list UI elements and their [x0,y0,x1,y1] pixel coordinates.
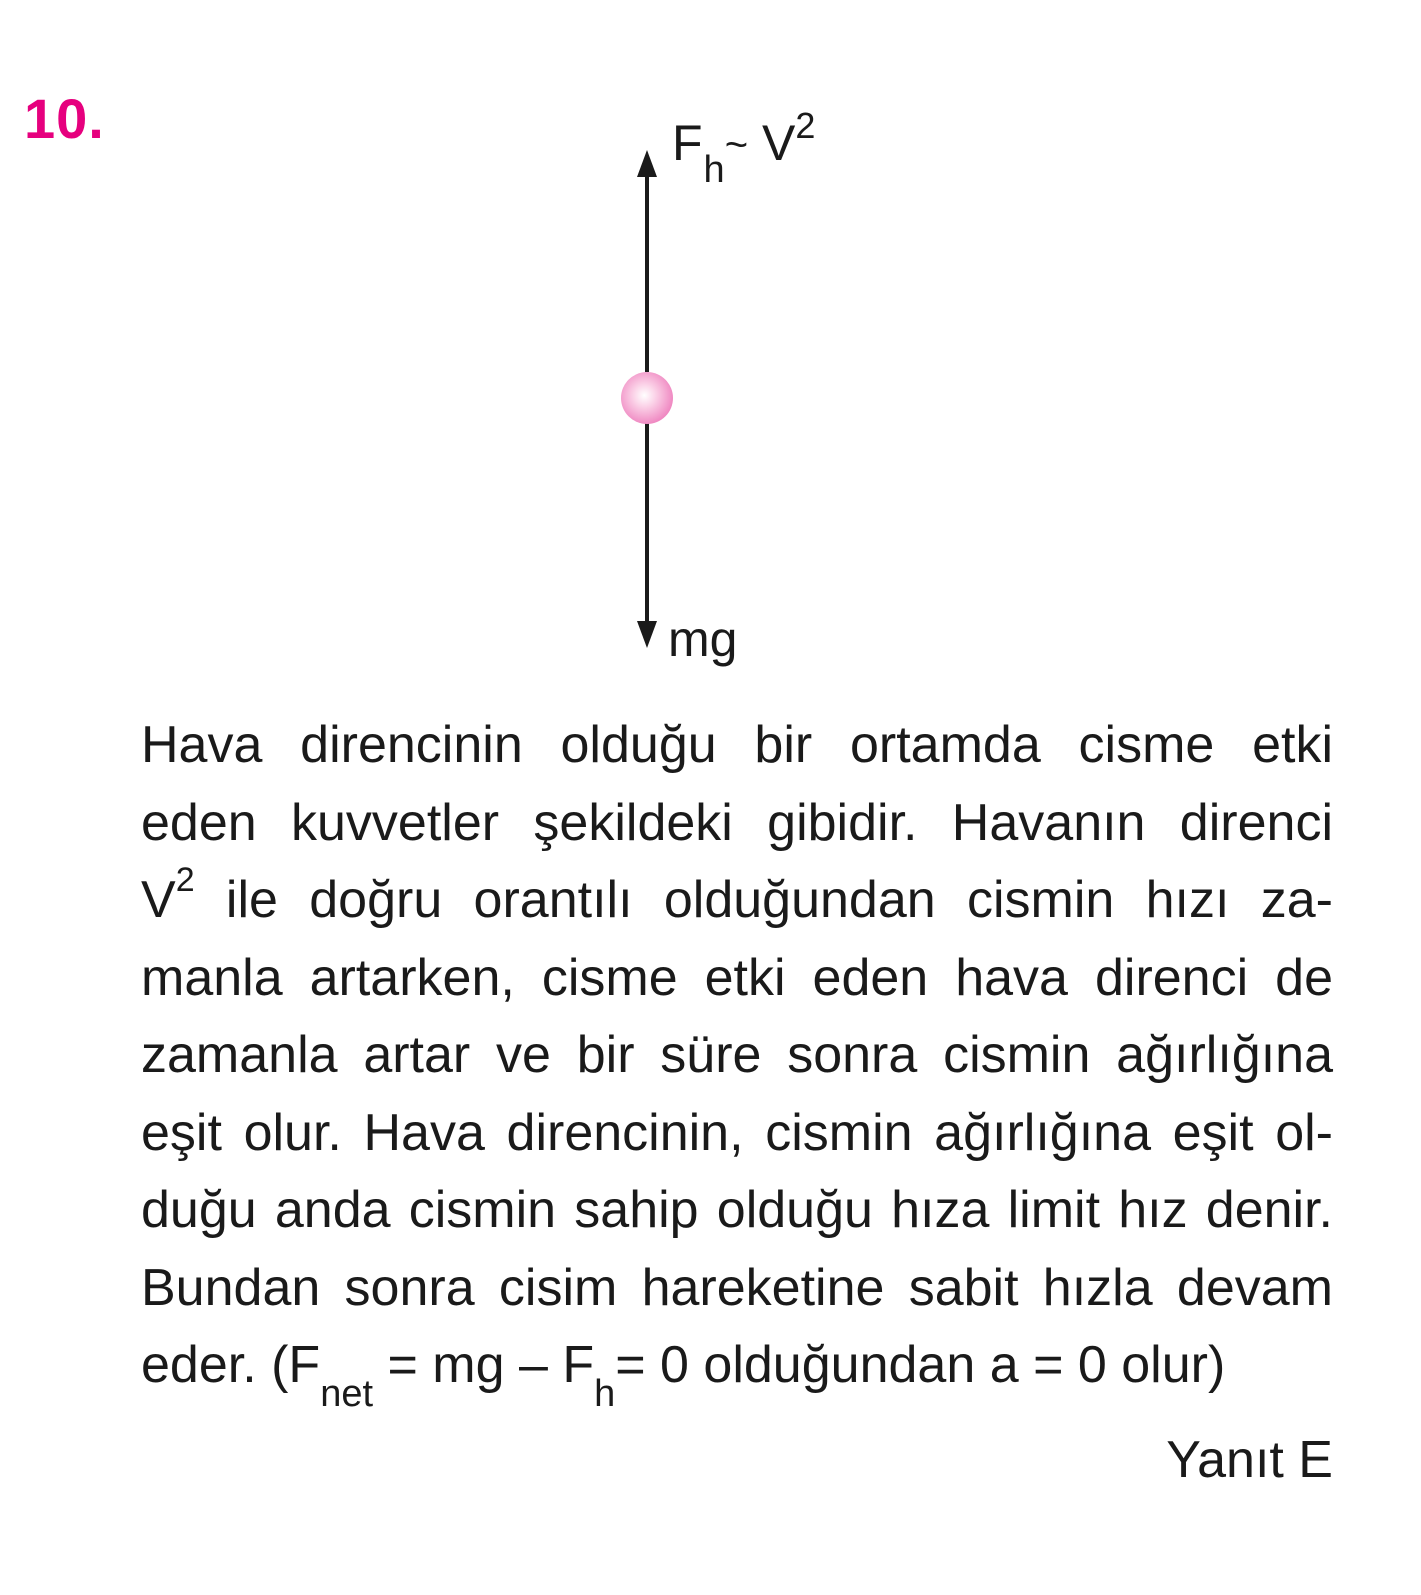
velocity-exponent-inline: 2 [175,861,195,899]
solution-line-2: eden kuvvetler şekildeki gibidir. Havanın direnci [141,793,1333,852]
equation-part-a: eder. (F [141,1336,321,1394]
force-subscript: h [703,149,725,191]
solution-line-9 [141,1327,1333,1415]
weight-force-label: mg [668,611,738,667]
solution-line-3-text: ile doğru orantılı olduğundan cismin hızı za- [225,871,1333,929]
proportional-symbol: ~ [724,123,749,167]
equation-part-b: = mg – F [373,1336,595,1394]
solution-line-1: Hava direncinin olduğu bir ortamda cisme etki [141,716,1333,774]
velocity-variable: V [141,871,176,929]
upward-force-label [672,105,816,191]
question-number: 10. [24,87,105,150]
force-diagram [0,0,1421,700]
h-subscript: h [594,1373,616,1415]
answer-label: Yanıt E [1166,1431,1333,1489]
velocity-exponent: 2 [795,105,816,146]
solution-text [141,707,1333,1415]
velocity-symbol: V [761,115,796,171]
solution-line-8: Bundan sonra cisim hareketine sabit hızla devam [141,1258,1333,1317]
net-subscript: net [320,1373,374,1415]
downward-arrow-head [637,621,657,648]
solution-line-4: manla artarken, cisme etki eden hava direnci de [141,948,1333,1007]
falling-object-ball [621,372,673,424]
solution-line-5: zamanla artar ve bir süre sonra cismin ağırlığına [141,1026,1333,1084]
solution-line-6: eşit olur. Hava direncinin, cismin ağırlığına eşit ol- [141,1103,1333,1162]
force-symbol: F [672,115,703,171]
solution-line-3 [141,862,1333,940]
upward-arrow-head [637,150,657,177]
equation-part-c: = 0 olduğundan a = 0 olur) [615,1336,1226,1394]
solution-line-7: duğu anda cismin sahip olduğu hıza limit hız denir. [141,1181,1333,1239]
